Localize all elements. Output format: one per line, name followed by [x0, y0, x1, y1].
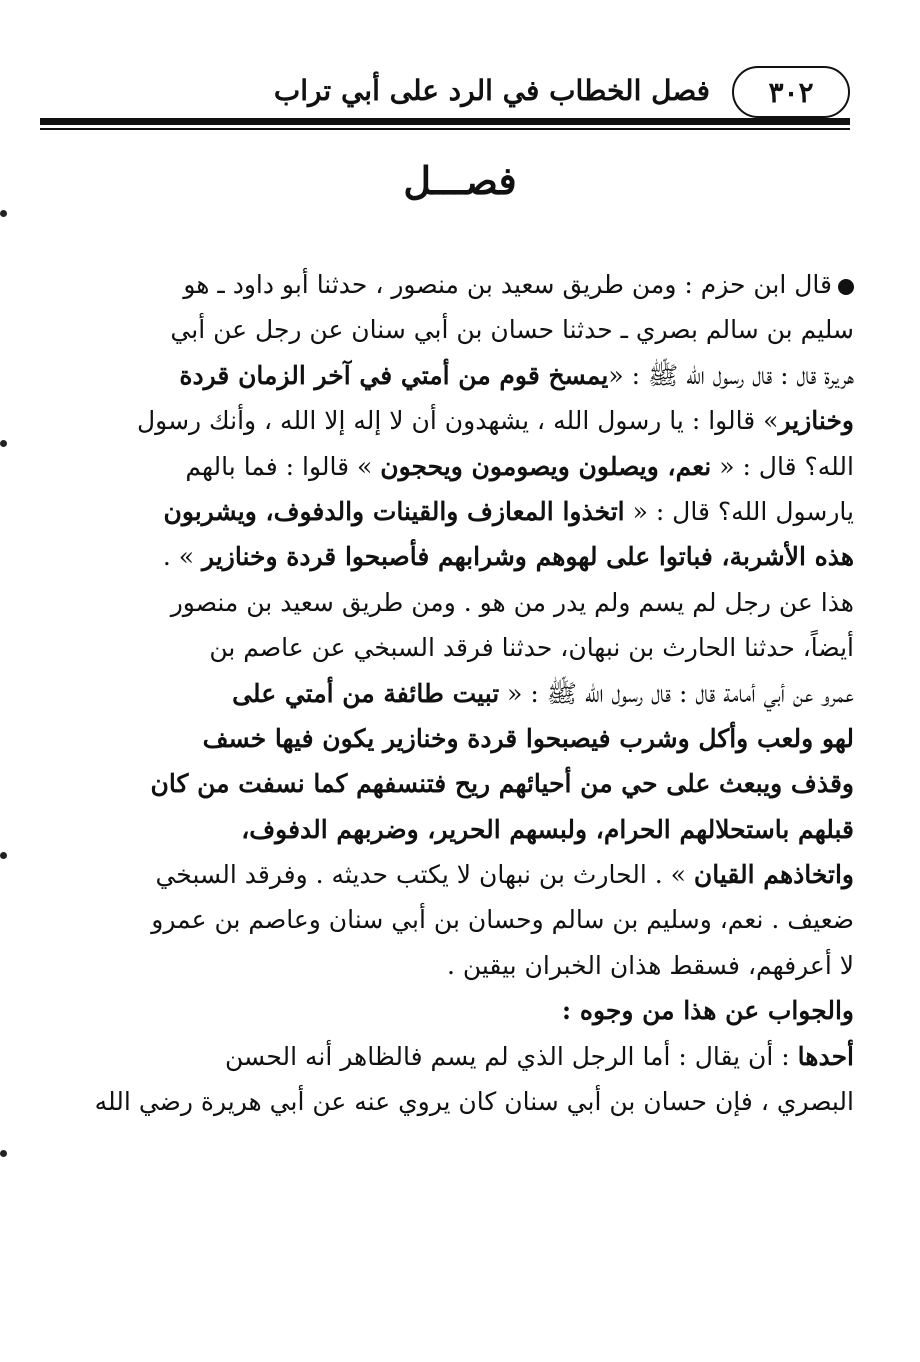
text-line — [64, 761, 854, 806]
text-line — [64, 444, 854, 489]
text: سليم بن سالم بصري ـ حدثنا حسان بن أبي سنان عن رجل عن أبي — [170, 315, 854, 345]
text-line — [64, 307, 854, 352]
body-text — [64, 262, 854, 1124]
page-number: ٣٠٢ — [768, 75, 814, 109]
text: : أن يقال : أما الرجل الذي لم يسم فالظاهر أنه الحسن — [225, 1041, 798, 1071]
text-line — [64, 353, 854, 398]
bold-text: وقذف ويبعث على حي من أحيائهم ريح فتنسفهم كما نسفت من كان — [150, 769, 854, 799]
text-line — [64, 1034, 854, 1079]
text-line — [64, 262, 854, 307]
margin-mark — [0, 1150, 7, 1157]
margin-mark — [0, 210, 7, 217]
page-number-badge — [732, 66, 850, 118]
margin-mark — [0, 852, 7, 859]
text: الله؟ قال : « — [711, 451, 854, 481]
bold-text: لهو ولعب وأكل وشرب فيصبحوا قردة وخنازير يكون فيها خسف — [202, 723, 854, 753]
bullet-icon — [838, 279, 854, 295]
text-line — [64, 897, 854, 942]
text-line — [64, 988, 854, 1033]
text: هريرة قال : قال رسول الله ﷺ : « — [608, 360, 854, 390]
text-line — [64, 671, 854, 716]
bold-text: تبيت طائفة من أمتي على — [232, 678, 500, 708]
text: هذا عن رجل لم يسم ولم يدر من هو . ومن طريق سعيد بن منصور — [170, 587, 854, 617]
text: » . الحارث بن نبهان لا يكتب حديثه . وفرقد السبخي — [155, 860, 694, 890]
text-line — [64, 852, 854, 897]
bold-text: قبلهم باستحلالهم الحرام، ولبسهم الحرير، وضربهم الدفوف، — [241, 814, 854, 844]
text: ضعيف . نعم، وسليم بن سالم وحسان بن أبي سنان وعاصم بن عمرو — [151, 905, 854, 935]
bold-text: يمسخ قوم من أمتي في آخر الزمان قردة — [179, 360, 609, 390]
bold-text: هذه الأشربة، فباتوا على لهوهم وشرابهم فأصبحوا قردة وخنازير — [202, 542, 854, 572]
bold-text: اتخذوا المعازف والقينات والدفوف، ويشربون — [163, 496, 625, 526]
bold-text: واتخاذهم القيان — [693, 860, 854, 890]
text: » قالوا : يا رسول الله ، يشهدون أن لا إله إلا الله ، وأنك رسول — [137, 406, 779, 436]
text-line — [64, 807, 854, 852]
text-line — [64, 580, 854, 625]
text: » . — [162, 542, 203, 572]
bold-text: وخنازير — [778, 406, 854, 436]
margin-mark — [0, 440, 7, 447]
text-line — [64, 1079, 854, 1124]
text: قال ابن حزم : ومن طريق سعيد بن منصور ، حدثنا أبو داود ـ هو — [183, 270, 832, 299]
text-line — [64, 489, 854, 534]
header-rule-thick — [40, 118, 850, 125]
text: أيضاً، حدثنا الحارث بن نبهان، حدثنا فرقد السبخي عن عاصم بن — [209, 633, 854, 663]
running-header-title: فصل الخطاب في الرد على أبي تراب — [273, 74, 710, 107]
text-line — [64, 943, 854, 988]
text-line — [64, 398, 854, 443]
text: البصري ، فإن حسان بن أبي سنان كان يروي عنه عن أبي هريرة رضي الله — [94, 1087, 854, 1117]
running-header — [40, 66, 850, 126]
text: عمرو عن أبي أمامة قال : قال رسول الله ﷺ : « — [499, 678, 854, 708]
text-line — [64, 534, 854, 579]
text: » قالوا : فما بالهم — [185, 451, 381, 481]
text-line — [64, 625, 854, 670]
bold-text: أحدها — [797, 1041, 854, 1071]
bold-text: نعم، ويصلون ويصومون ويحجون — [380, 451, 712, 481]
text: يارسول الله؟ قال : « — [624, 496, 854, 526]
text-line — [64, 716, 854, 761]
section-title: فصـــل — [403, 158, 517, 203]
bold-text: والجواب عن هذا من وجوه : — [561, 996, 854, 1026]
header-rule-thin — [40, 128, 850, 130]
text: لا أعرفهم، فسقط هذان الخبران بيقين . — [446, 950, 854, 980]
